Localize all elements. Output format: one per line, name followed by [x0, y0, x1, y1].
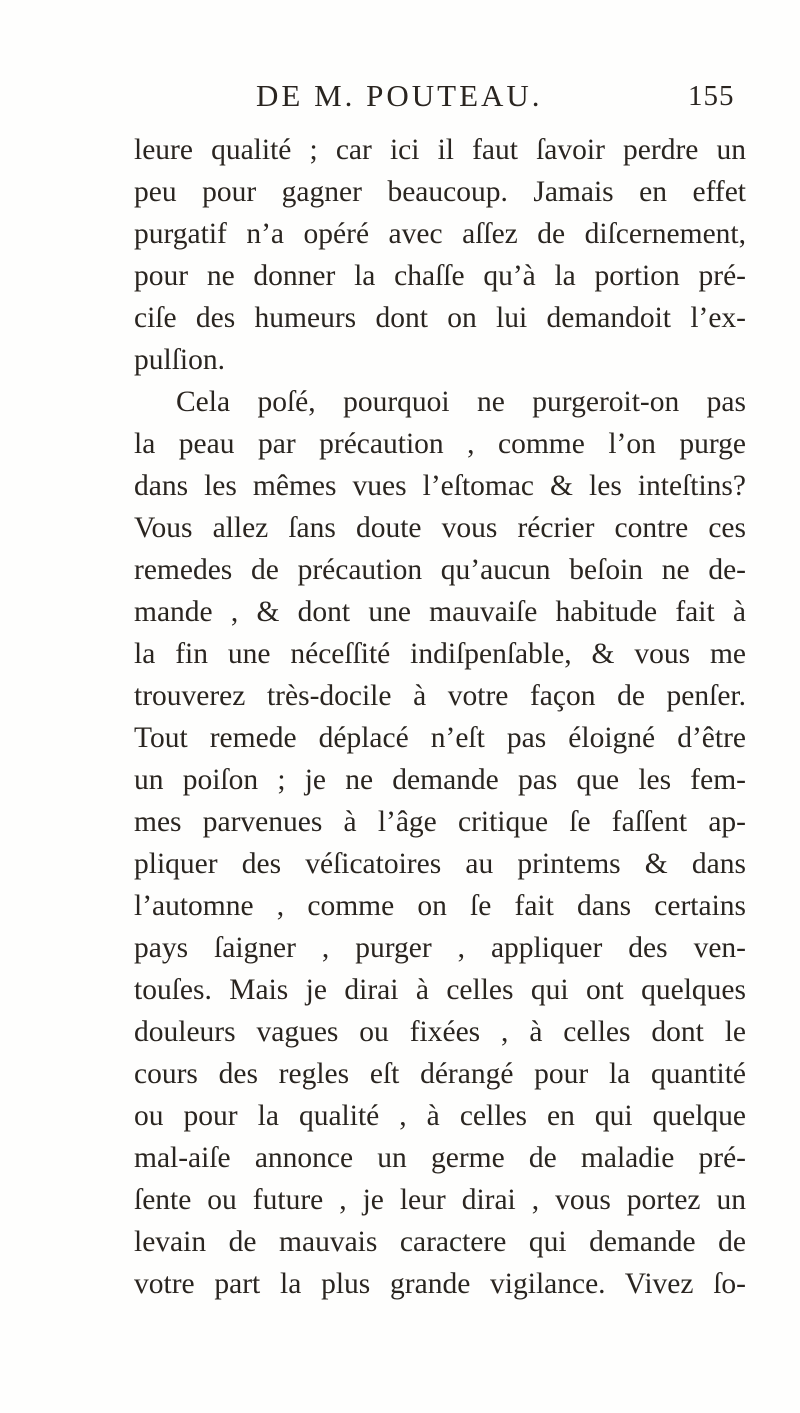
text-line: la peau par précaution , comme l’on purge — [134, 428, 746, 460]
running-head — [0, 78, 800, 118]
running-title: DE M. POUTEAU. — [256, 78, 543, 113]
text-line: ou pour la qualité , à celles en qui quelque — [134, 1100, 746, 1132]
text-line: Vous allez ſans doute vous récrier contre ces — [134, 512, 746, 544]
text-line: un poiſon ; je ne demande pas que les fem- — [134, 764, 746, 796]
text-line: remedes de précaution qu’aucun beſoin ne de- — [134, 554, 746, 586]
text-line: pulſion. — [134, 344, 225, 376]
text-line: peu pour gagner beaucoup. Jamais en effet — [134, 176, 746, 208]
text-line: trouverez très-docile à votre façon de penſer. — [134, 680, 746, 712]
text-line: touſes. Mais je dirai à celles qui ont quelques — [134, 974, 746, 1006]
text-line: pays ſaigner , purger , appliquer des ven- — [134, 932, 746, 964]
page-number: 155 — [688, 80, 735, 112]
text-line: ciſe des humeurs dont on lui demandoit l’ex- — [134, 302, 746, 334]
text-line: levain de mauvais caractere qui demande de — [134, 1226, 746, 1258]
text-line: ſente ou future , je leur dirai , vous portez un — [134, 1184, 746, 1216]
text-line: cours des regles eſt dérangé pour la quantité — [134, 1058, 746, 1090]
text-line: mal-aiſe annonce un germe de maladie pré- — [134, 1142, 746, 1174]
text-line: dans les mêmes vues l’eſtomac & les inteſtins? — [134, 470, 746, 502]
text-line: Cela poſé, pourquoi ne purgeroit-on pas — [176, 386, 746, 418]
text-line: l’automne , comme on ſe fait dans certains — [134, 890, 746, 922]
text-line: pliquer des véſicatoires au printems & dans — [134, 848, 746, 880]
text-line: pour ne donner la chaſſe qu’à la portion pré- — [134, 260, 746, 292]
text-line: mande , & dont une mauvaiſe habitude fait à — [134, 596, 746, 628]
text-line: purgatif n’a opéré avec aſſez de diſcernement, — [134, 218, 746, 250]
text-line: douleurs vagues ou fixées , à celles dont le — [134, 1016, 746, 1048]
text-line: la fin une néceſſité indiſpenſable, & vous me — [134, 638, 746, 670]
text-line: leure qualité ; car ici il faut ſavoir perdre un — [134, 134, 746, 166]
text-line: votre part la plus grande vigilance. Vivez ſo- — [134, 1268, 746, 1300]
text-line: mes parvenues à l’âge critique ſe faſſent ap- — [134, 806, 746, 838]
text-line: Tout remede déplacé n’eſt pas éloigné d’être — [134, 722, 746, 754]
